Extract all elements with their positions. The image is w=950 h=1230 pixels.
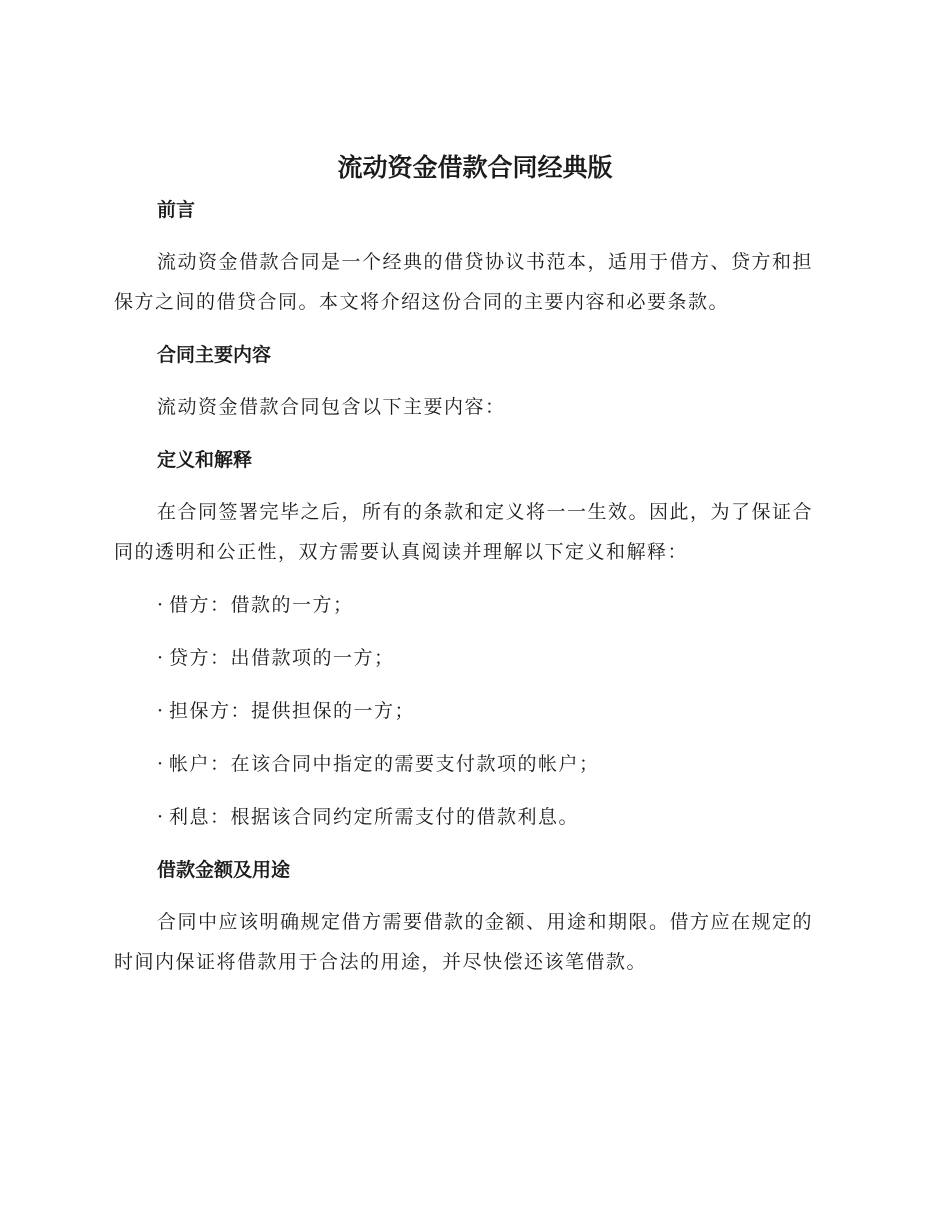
bullet-dot-icon: · [157, 806, 165, 828]
definition-item-text: 担保方：提供担保的一方； [169, 700, 416, 722]
bullet-dot-icon: · [157, 700, 165, 722]
definition-list-item [157, 797, 830, 837]
definition-list-item [157, 691, 830, 731]
preface-paragraph: 流动资金借款合同是一个经典的借贷协议书范本，适用于借方、贷方和担保方之间的借贷合同。本文将介绍这份合同的主要内容和必要条款。 [114, 251, 814, 313]
bullet-dot-icon: · [157, 753, 165, 775]
definition-list-item [157, 744, 830, 784]
section-heading-main-content: 合同主要内容 [157, 344, 272, 366]
bullet-dot-icon: · [157, 647, 165, 669]
definition-list-item [157, 585, 830, 625]
definition-item-text: 贷方：出借款项的一方； [169, 647, 395, 669]
definition-item-text: 借方：借款的一方； [169, 594, 354, 616]
section-heading-preface: 前言 [157, 199, 196, 221]
definition-list-item [157, 638, 830, 678]
loan-amount-paragraph: 合同中应该明确规定借方需要借款的金额、用途和期限。借方应在规定的时间内保证将借款用于合法的用途，并尽快偿还该笔借款。 [114, 911, 814, 973]
definition-item-text: 帐户：在该合同中指定的需要支付款项的帐户； [169, 753, 600, 775]
definitions-paragraph: 在合同签署完毕之后，所有的条款和定义将一一生效。因此，为了保证合同的透明和公正性，双方需要认真阅读并理解以下定义和解释： [114, 501, 814, 563]
bullet-dot-icon: · [157, 594, 165, 616]
document-body [114, 190, 830, 982]
section-heading-definitions: 定义和解释 [157, 449, 253, 471]
definition-item-text: 利息：根据该合同约定所需支付的借款利息。 [169, 806, 580, 828]
document-title: 流动资金借款合同经典版 [337, 153, 613, 182]
main-content-paragraph: 流动资金借款合同包含以下主要内容： [157, 396, 506, 418]
section-heading-loan-amount: 借款金额及用途 [157, 859, 291, 881]
